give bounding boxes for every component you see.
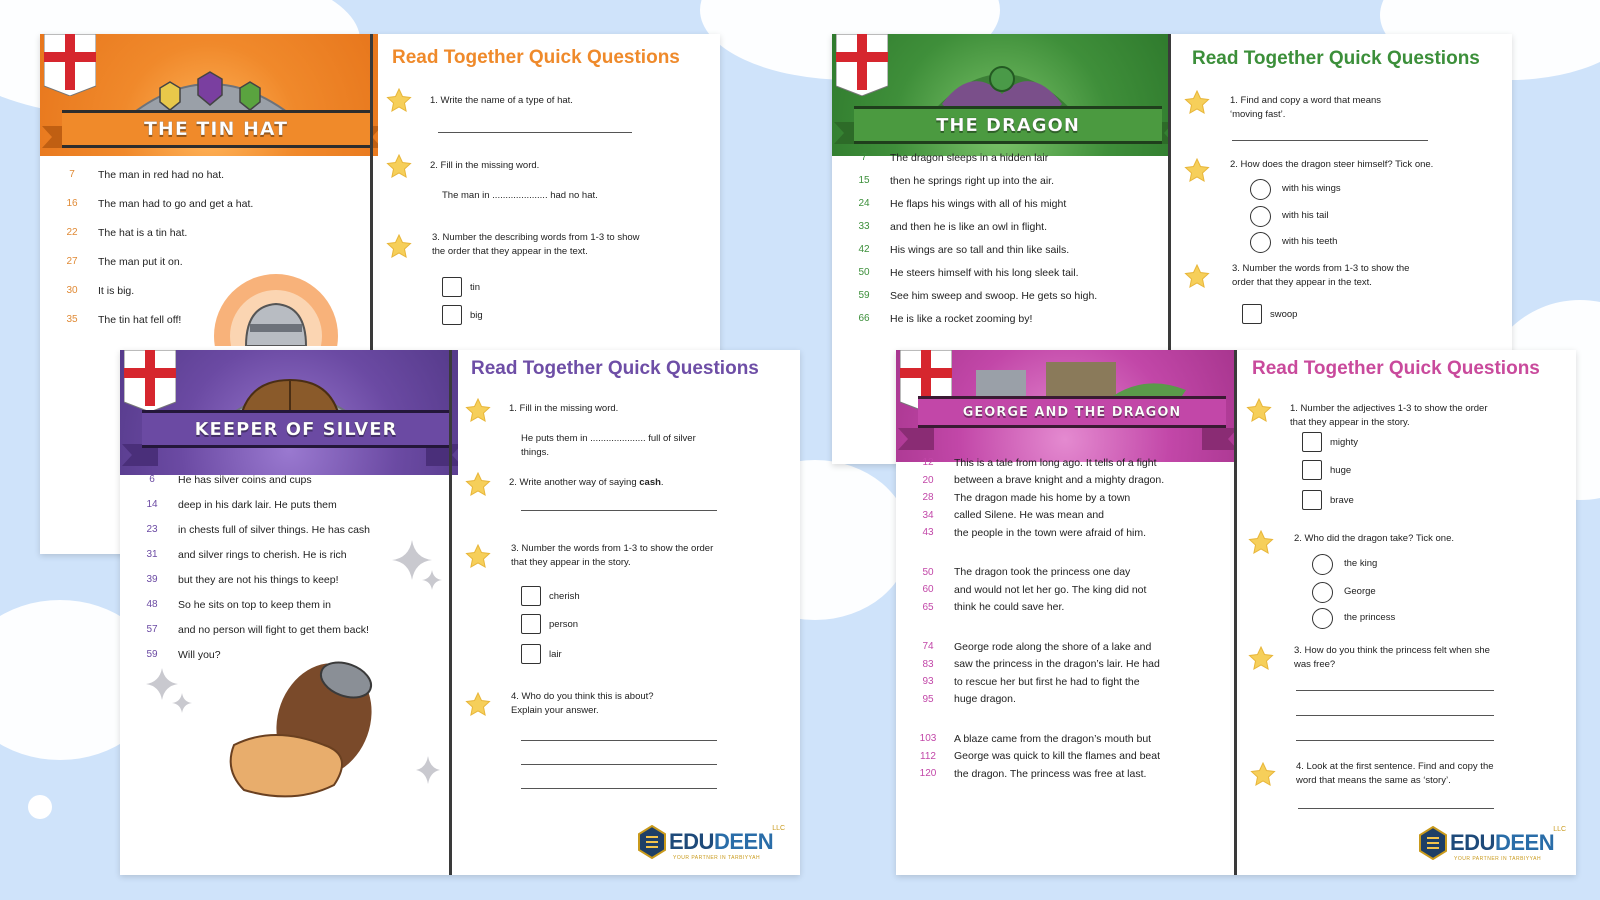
knight-illustration	[198, 266, 348, 346]
star-icon	[1248, 646, 1274, 672]
option-label: lair	[549, 649, 562, 660]
story-line: 33 and then he is like an owl in flight.	[858, 220, 1048, 233]
question-2: 2. Write another way of saying cash.	[509, 477, 664, 488]
option-label: huge	[1330, 465, 1352, 476]
story-line: 16 The man had to go and get a hat.	[66, 197, 254, 210]
question-3: 3. Number the words from 1-3 to show the order that they appear in the text.	[1232, 263, 1410, 288]
story-line: 93 to rescue her but first he had to fight the	[922, 675, 1140, 688]
logo-word: EDUDEEN	[1450, 830, 1555, 855]
banner-title: THE DRAGON	[936, 114, 1080, 136]
star-icon	[386, 154, 412, 180]
option-label: cherish	[549, 591, 580, 602]
answer-line[interactable]	[1296, 715, 1494, 716]
answer-line[interactable]	[521, 510, 717, 511]
sparkle-icon	[392, 540, 442, 600]
story-line: 95 huge dragon.	[922, 693, 1016, 706]
story-line: 23 in chests full of silver things. He has cash	[146, 523, 371, 536]
star-icon	[1184, 158, 1210, 184]
answer-radio[interactable]	[1312, 608, 1333, 629]
question-1-sentence: He puts them in ..................... full of silver things.	[521, 433, 696, 458]
eduteen-logo-icon	[1418, 826, 1448, 860]
answer-line[interactable]	[521, 740, 717, 741]
story-lines	[832, 146, 1170, 330]
option-label: big	[470, 310, 483, 321]
sparkle-icon	[146, 668, 196, 723]
story-line: 83 saw the princess in the dragon’s lair. He had	[922, 658, 1160, 671]
option-label: mighty	[1330, 437, 1358, 448]
answer-line[interactable]	[1296, 690, 1494, 691]
story-line: 7 The dragon sleeps in a hidden lair	[861, 151, 1049, 164]
star-icon	[386, 234, 412, 260]
flag-icon	[836, 34, 888, 96]
story-line: 59 Will you?	[146, 648, 221, 661]
worksheet-keeper-of-silver	[120, 350, 800, 875]
eduteen-logo-icon	[637, 825, 667, 859]
story-line: 30 It is big.	[66, 284, 135, 297]
eduteen-logo: EDUDEEN LLC YOUR PARTNER IN TARBIYYAH	[637, 825, 773, 859]
story-line: 74 George rode along the shore of a lake and	[922, 640, 1152, 653]
story-line: 50 The dragon took the princess one day	[922, 566, 1131, 579]
option-label: person	[549, 619, 579, 630]
answer-line[interactable]	[1296, 740, 1494, 741]
answer-radio[interactable]	[1312, 582, 1333, 603]
star-icon	[1246, 398, 1272, 424]
question-3: 3. How do you think the princess felt when she was free?	[1294, 645, 1490, 670]
answer-radio[interactable]	[1312, 554, 1333, 575]
option-label: brave	[1330, 495, 1354, 506]
story-line: 27 The man put it on.	[66, 255, 183, 268]
story-line: 65 think he could save her.	[922, 601, 1065, 614]
tin-hat-banner	[40, 34, 378, 156]
star-icon	[465, 544, 491, 570]
answer-radio[interactable]	[1250, 232, 1271, 253]
story-line: 12 This is a tale from long ago. It tells of a fight	[922, 456, 1157, 469]
flag-icon	[124, 350, 176, 412]
questions-title: Read Together Quick Questions	[392, 47, 680, 68]
story-line: 28 The dragon made his home by a town	[922, 491, 1131, 504]
option-label: tin	[470, 282, 481, 293]
dragon-banner	[832, 34, 1170, 156]
question-2-sentence: The man in ..................... had no hat.	[442, 190, 598, 201]
question-1: 1. Fill in the missing word.	[509, 403, 619, 414]
story-line: 22 The hat is a tin hat.	[66, 226, 188, 239]
flag-icon	[44, 34, 96, 96]
question-3: 3. Number the words from 1-3 to show the order that they appear in the story.	[511, 543, 714, 568]
option-label: with his tail	[1282, 210, 1329, 221]
story-line: 50 He steers himself with his long sleek tail.	[858, 266, 1079, 279]
sparkle-icon	[416, 756, 440, 786]
answer-line[interactable]	[1232, 140, 1428, 141]
story-line: 42 His wings are so tall and thin like sails.	[858, 243, 1070, 256]
question-4: 4. Look at the first sentence. Find and copy the word that means the same as ‘story’.	[1296, 761, 1494, 786]
story-line: 103 A blaze came from the dragon’s mouth but	[919, 732, 1152, 745]
story-line: 48 So he sits on top to keep them in	[146, 598, 331, 611]
question-2: 2. Who did the dragon take? Tick one.	[1294, 533, 1455, 544]
story-line: 43 the people in the town were afraid of him.	[922, 526, 1147, 539]
star-icon	[465, 692, 491, 718]
answer-radio[interactable]	[1250, 179, 1271, 200]
option-label: with his wings	[1282, 183, 1341, 194]
answer-checkbox[interactable]	[1242, 304, 1262, 324]
star-icon	[1250, 762, 1276, 788]
question-3: 3. Number the describing words from 1-3 to show the order that they appear in the text.	[432, 232, 640, 257]
answer-checkbox[interactable]	[521, 614, 541, 634]
answer-checkbox[interactable]	[1302, 490, 1322, 510]
keeper-banner	[120, 350, 458, 475]
answer-line[interactable]	[521, 788, 717, 789]
star-icon	[1184, 90, 1210, 116]
story-line: 15 then he springs right up into the air.	[858, 174, 1055, 187]
star-icon	[386, 88, 412, 114]
story-line: 60 and would not let her go. The king did not	[922, 583, 1147, 596]
banner-title: KEEPER OF SILVER	[194, 418, 398, 440]
star-icon	[1248, 530, 1274, 556]
question-1: 1. Number the adjectives 1-3 to show the order that they appear in the story.	[1290, 403, 1488, 428]
story-line: 20 between a brave knight and a mighty dragon.	[922, 474, 1165, 487]
banner-title: THE TIN HAT	[143, 118, 289, 140]
answer-radio[interactable]	[1250, 206, 1271, 227]
story-line: 6 He has silver coins and cups	[149, 473, 312, 486]
story-line: 39 but they are not his things to keep!	[146, 573, 339, 586]
option-label: the king	[1344, 558, 1378, 569]
questions-title: Read Together Quick Questions	[1252, 358, 1540, 379]
eduteen-logo: EDUDEEN LLC YOUR PARTNER IN TARBIYYAH	[1418, 826, 1554, 860]
worksheet-george-and-the-dragon	[896, 350, 1576, 875]
question-2: 2. Fill in the missing word.	[430, 160, 540, 171]
question-2: 2. How does the dragon steer himself? Tick one.	[1230, 159, 1434, 170]
answer-checkbox[interactable]	[1302, 460, 1322, 480]
story-line: 7 The man in red had no hat.	[69, 168, 225, 181]
answer-line[interactable]	[521, 764, 717, 765]
answer-line[interactable]	[1298, 808, 1494, 809]
answer-checkbox[interactable]	[442, 305, 462, 325]
question-1: 1. Find and copy a word that means ‘moving fast’.	[1230, 95, 1382, 120]
story-line: 59 See him sweep and swoop. He gets so high.	[858, 289, 1098, 302]
answer-line[interactable]	[438, 132, 632, 133]
option-label: the princess	[1344, 612, 1396, 623]
story-line: 66 He is like a rocket zooming by!	[858, 312, 1033, 325]
story-line: 120 the dragon. The princess was free at last.	[919, 767, 1147, 780]
question-4: 4. Who do you think this is about? Explain your answer.	[511, 691, 654, 716]
george-banner	[896, 350, 1234, 462]
story-line: 35 The tin hat fell off!	[66, 313, 182, 326]
logo-word: EDUDEEN	[669, 829, 774, 854]
star-icon	[1184, 264, 1210, 290]
story-line: 24 He flaps his wings with all of his might	[858, 197, 1067, 210]
story-line: 57 and no person will fight to get them back!	[146, 623, 369, 636]
story-line: 34 called Silene. He was mean and	[922, 509, 1105, 522]
questions-title: Read Together Quick Questions	[1192, 48, 1480, 69]
story-lines	[896, 454, 1234, 783]
treasure-pot-illustration	[224, 650, 394, 810]
questions-title: Read Together Quick Questions	[471, 358, 759, 379]
star-icon	[465, 472, 491, 498]
star-icon	[465, 398, 491, 424]
option-label: with his teeth	[1282, 236, 1338, 247]
story-line: 14 deep in his dark lair. He puts them	[146, 498, 337, 511]
answer-checkbox[interactable]	[521, 644, 541, 664]
option-label: George	[1344, 586, 1376, 597]
answer-checkbox[interactable]	[521, 586, 541, 606]
question-1: 1. Write the name of a type of hat.	[430, 95, 573, 106]
background-dot	[28, 795, 52, 819]
story-line: 112 George was quick to kill the flames and beat	[920, 750, 1161, 763]
answer-checkbox[interactable]	[1302, 432, 1322, 452]
option-label: swoop	[1270, 309, 1298, 320]
answer-checkbox[interactable]	[442, 277, 462, 297]
banner-title: GEORGE AND THE DRAGON	[962, 404, 1182, 420]
story-line: 31 and silver rings to cherish. He is rich	[146, 548, 347, 561]
